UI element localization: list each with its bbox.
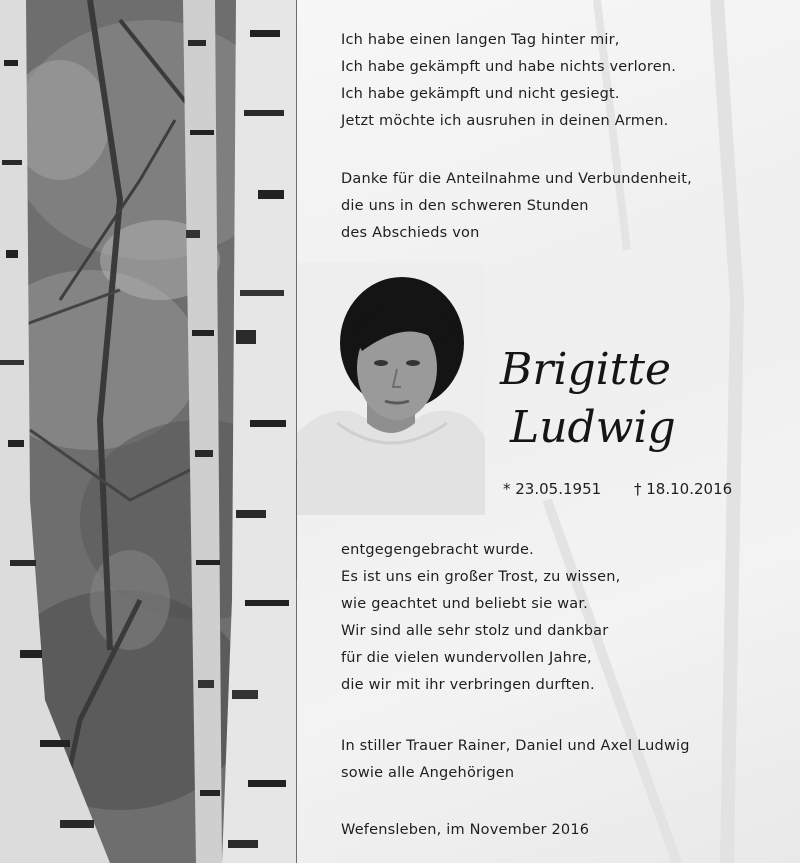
- continuation-line: Wir sind alle sehr stolz und dankbar: [341, 623, 609, 639]
- poem-line: Ich habe einen langen Tag hinter mir,: [341, 32, 620, 48]
- birch-forest-image: [0, 0, 297, 863]
- deceased-first-name: Brigitte: [500, 344, 672, 395]
- poem-line: Ich habe gekämpft und nicht gesiegt.: [341, 86, 620, 102]
- thanks-line: die uns in den schweren Stunden: [341, 198, 589, 214]
- continuation-line: für die vielen wundervollen Jahre,: [341, 650, 592, 666]
- place-date-block: [341, 817, 589, 844]
- mourners-line: In stiller Trauer Rainer, Daniel und Axel Ludwig: [341, 738, 690, 754]
- poem-block: [341, 27, 676, 135]
- deceased-last-name: Ludwig: [510, 402, 676, 453]
- birth-date: * 23.05.1951: [503, 480, 602, 498]
- continuation-line: die wir mit ihr verbringen durften.: [341, 677, 595, 693]
- place-date: Wefensleben, im November 2016: [341, 822, 590, 838]
- thanks-block: [341, 166, 692, 247]
- continuation-line: entgegengebracht wurde.: [341, 542, 534, 558]
- thanks-line: Danke für die Anteilnahme und Verbundenheit,: [341, 171, 692, 187]
- continuation-block: [341, 537, 620, 699]
- portrait-photo: [297, 263, 485, 515]
- continuation-line: wie geachtet und beliebt sie war.: [341, 596, 588, 612]
- mourners-block: [341, 733, 690, 787]
- thanks-line: des Abschieds von: [341, 225, 480, 241]
- continuation-line: Es ist uns ein großer Trost, zu wissen,: [341, 569, 621, 585]
- poem-line: Ich habe gekämpft und habe nichts verloren.: [341, 59, 677, 75]
- poem-line: Jetzt möchte ich ausruhen in deinen Armen.: [341, 113, 669, 129]
- death-date: † 18.10.2016: [634, 480, 733, 498]
- mourners-line: sowie alle Angehörigen: [341, 765, 515, 781]
